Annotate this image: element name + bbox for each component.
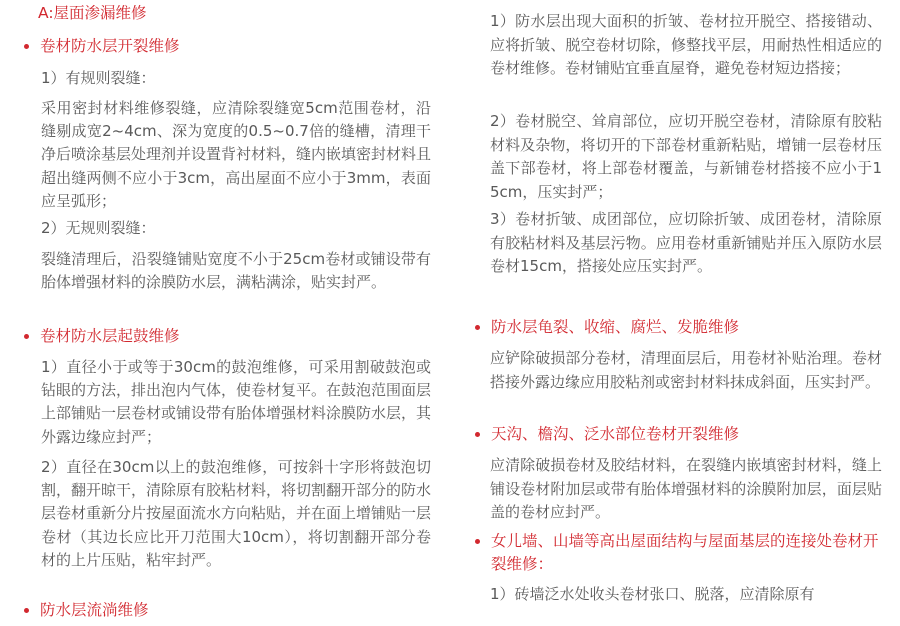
subtitle-irregular-crack: 2）无规则裂缝：: [41, 219, 156, 237]
paragraph-hollow: 2）卷材脱空、耸肩部位，应切开脱空卷材，清除原有胶粘材料及杂物，将切开的下部卷材重新粘贴，增铺一层卷材压盖下部卷材，将上部卷材覆盖，与新铺卷材搭接不应小于15cm，压实封严；: [490, 112, 882, 201]
section-title-gutter-repair: 天沟、檐沟、泛水部位卷材开裂维修: [475, 423, 896, 446]
section-title-flow-repair: 防水层流淌维修: [24, 599, 440, 622]
paragraph-wrinkle: 1）防水层出现大面积的折皱、卷材拉开脱空、搭接错动、应将折皱、脱空卷材切除，修整找平层，用耐热性相适应的卷材维修。卷材铺贴宜垂直屋脊，避免卷材短边搭接；: [490, 12, 882, 77]
paragraph-gutter: 应清除破损卷材及胶结材料，在裂缝内嵌填密封材料，缝上铺设卷材附加层或带有胎体增强材料的涂膜附加层，面层贴盖的卷材应封严。: [490, 456, 882, 521]
paragraph-regular-crack: 采用密封材料维修裂缝，应清除裂缝宽5cm范围卷材，沿缝剔成宽2~4cm、深为宽度的0.5~0.7倍的缝槽，清理干净后喷涂基层处理剂并设置背衬材料，缝内嵌填密封材料且超出缝两侧不应小于3cm，高出屋面不应小于3mm，表面应呈弧形；: [41, 99, 432, 210]
paragraph-parapet: 1）砖墙泛水处收头卷材张口、脱落，应清除原有: [490, 585, 815, 603]
section-title-crack-repair: 卷材防水层开裂维修: [24, 35, 440, 58]
paragraph-fold: 3）卷材折皱、成团部位，应切除折皱、成团卷材，清除原有胶粘材料及基层污物。应用卷材重新铺贴并压入原防水层卷材15cm，搭接处应压实封严。: [490, 210, 882, 275]
section-title-bulge-repair: 卷材防水层起鼓维修: [24, 325, 440, 348]
subtitle-regular-crack: 1）有规则裂缝：: [41, 69, 156, 87]
paragraph-irregular-crack: 裂缝清理后，沿裂缝铺贴宽度不小于25cm卷材或铺设带有胎体增强材料的涂膜防水层，满粘满涂，贴实封严。: [41, 250, 431, 292]
paragraph-crazing: 应铲除破损部分卷材，清理面层后，用卷材补贴治理。卷材搭接外露边缘应用胶粘剂或密封材料抹成斜面，压实封严。: [490, 349, 882, 391]
paragraph-bulge-small: 1）直径小于或等于30cm的鼓泡维修，可采用割破鼓泡或钻眼的方法，排出泡内气体，使卷材复平。在鼓泡范围面层上部铺贴一层卷材或铺设带有胎体增强材料涂膜防水层，其外露边缘应封严；: [41, 358, 432, 446]
paragraph-bulge-large: 2）直径在30cm以上的鼓泡维修，可按斜十字形将鼓泡切割，翻开晾干，清除原有胶粘材料，将切割翻开部分的防水层卷材重新分片按屋面流水方向粘贴，并在面上增铺贴一层卷材（其边长应比开刀范围大10cm），将切割翻开部分卷材的上片压贴，粘牢封严。: [41, 458, 432, 569]
section-title-parapet-repair: 女儿墙、山墙等高出屋面结构与屋面基层的连接处卷材开裂维修：: [475, 530, 891, 576]
page-heading: A:屋面渗漏维修: [38, 4, 147, 22]
section-title-crazing-repair: 防水层龟裂、收缩、腐烂、发脆维修: [475, 316, 896, 339]
